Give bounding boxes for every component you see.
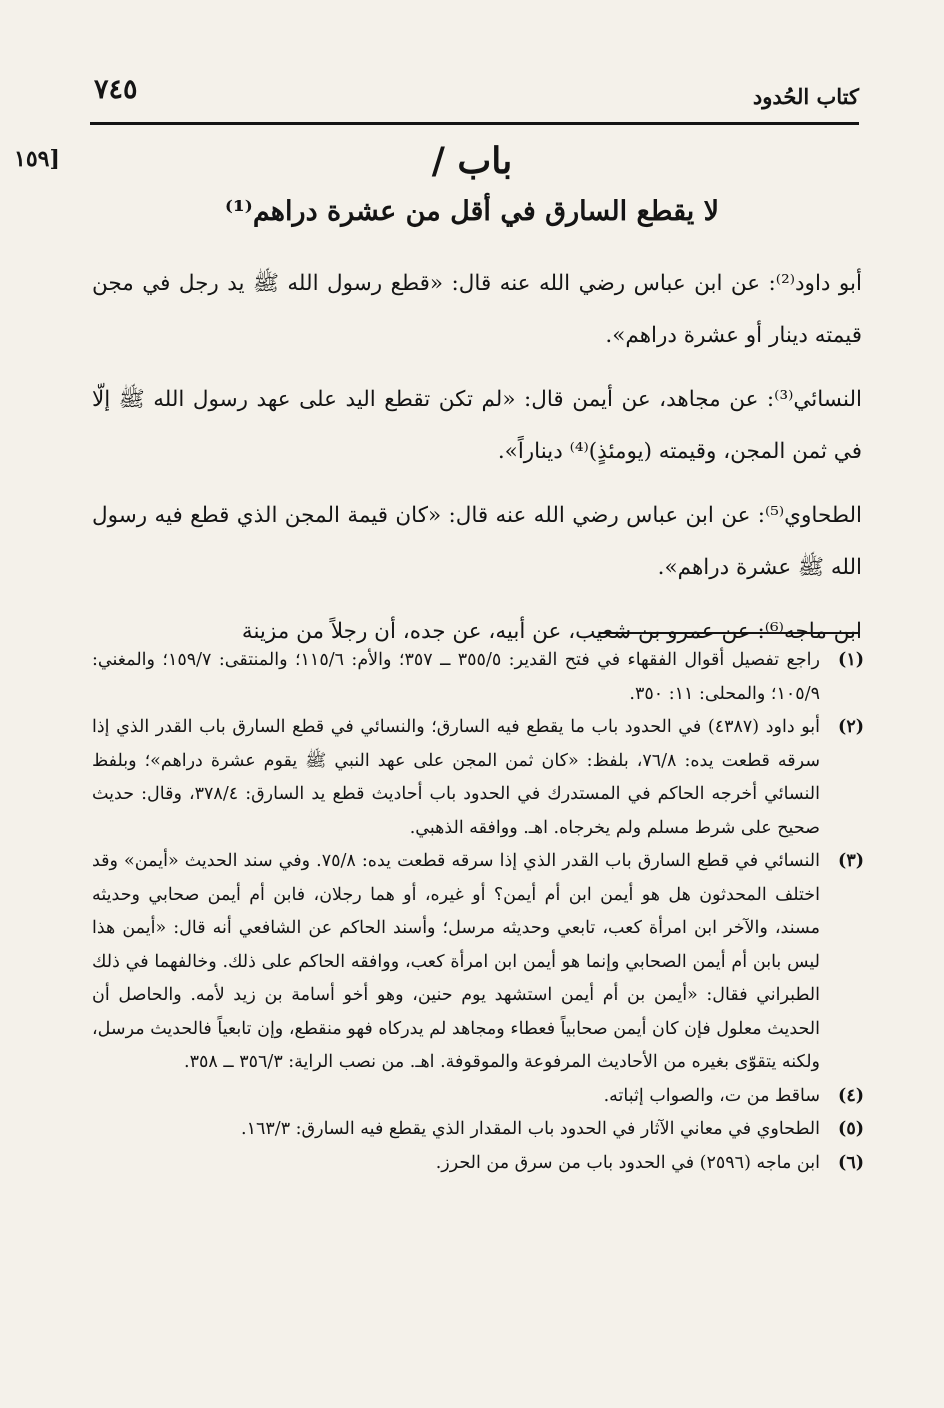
footnote-number: (١) <box>838 650 864 670</box>
footnote <box>92 845 864 1080</box>
footnote-text: راجع تفصيل أقوال الفقهاء في فتح القدير: ٣٥٥/٥ ــ ٣٥٧؛ والأم: ١١٥/٦؛ والمنتقى: ١٥٩/٧؛ والمغني: ١٠٥/٩؛ والمحلى: ١١: ٣٥٠. <box>92 650 820 704</box>
footnote-text: أبو داود (٤٣٨٧) في الحدود باب ما يقطع فيه السارق؛ والنسائي في قطع السارق باب القدر الذي إذا سرقه قطعت يده: ٧٦/٨، بلفظ: «كان ثمن المجن على عهد النبي ﷺ يقوم عشرة دراهم»؛ وبلفظ النسائي أخرجه الحاكم في المستدرك في الحدود باب أحاديث قطع يد السارق: ٣٧٨/٤، وقال: حديث صحيح على شرط مسلم ولم يخرجاه. اهـ. ووافقه الذهبي. <box>92 717 821 838</box>
footnote <box>92 1113 864 1147</box>
footnote-number: (٥) <box>838 1119 864 1139</box>
running-title: كتاب الحُدود <box>752 84 859 109</box>
footnote-text: ساقط من ت، والصواب إثباته. <box>603 1085 820 1106</box>
footnote-number: (٤) <box>838 1085 864 1106</box>
chapter-title: لا يقطع السارق في أقل من عشرة دراهم⁽¹⁾ <box>224 196 720 227</box>
footnote <box>92 1080 864 1114</box>
footnote-text: الطحاوي في معاني الآثار في الحدود باب المقدار الذي يقطع فيه السارق: ١٦٣/٣. <box>241 1119 820 1139</box>
footnote <box>92 711 864 845</box>
footnotes <box>92 644 864 1180</box>
footnote-text: النسائي في قطع السارق باب القدر الذي إذا سرقه قطعت يده: ٧٥/٨. وفي سند الحديث «أيمن» وقد اختلف المحدثون هل هو أيمن ابن أم أيمن؟ أو غيره، أو هما رجلان، فابن أم أيمن صحابي وحديثه مسند، والآخر ابن امرأة كعب، تابعي وحديثه مرسل؛ وأسند الحاكم عن الشافعي أنه قال: «أيمن هذا ليس بابن أم أيمن الصحابي وإنما هو أيمن ابن امرأة كعب، ووافقه الحاكم على ذلك. وخالفهما في ذلك الطبراني فقال: «أيمن بن أم أيمن استشهد يوم حنين، وهو أخو أسامة بن زيد لأمه. والحاصل أن الحديث معلول فإن كان أيمن صحابياً فعطاء ومجاهد لم يدركاه فهو منقطع، وإن تابعياً فالحديث مرسل، ولكنه يتقوّى بغيره من الأحاديث المرفوعة والموقوفة. اهـ. من نصب الراية: ٣٥٦/٣ ــ ٣٥٨. <box>92 851 820 1072</box>
chapter-label: باب / <box>431 140 513 182</box>
margin-reference: ١٥٩] <box>14 146 60 172</box>
page-header <box>90 70 859 126</box>
footnote-number: (٦) <box>838 1152 864 1173</box>
footnote <box>92 644 864 711</box>
footnote-number: (٢) <box>838 717 864 737</box>
paragraph-tahawi: الطحاوي⁽⁵⁾: عن ابن عباس رضي الله عنه قال: «كان قيمة المجن الذي قطع فيه رسول الله ﷺ عشرة دراهم». <box>92 503 862 580</box>
paragraph-ibn-majah: ابن ماجه⁽⁶⁾: عن عمرو بن شعيب، عن أبيه، عن جده، أن رجلاً من مزينة <box>241 619 862 644</box>
header-rule <box>90 122 859 125</box>
paragraph-abu-dawud: أبو داود⁽²⁾: عن ابن عباس رضي الله عنه قال: «قطع رسول الله ﷺ يد رجل في مجن قيمته دينار أو عشرة دراهم». <box>92 271 862 348</box>
page-number: ٧٤٥ <box>94 74 138 105</box>
main-text <box>92 258 862 670</box>
footnote-number: (٣) <box>838 851 864 871</box>
footnote-text: ابن ماجه (٢٥٩٦) في الحدود باب من سرق من الحرز. <box>435 1152 820 1173</box>
footnote <box>92 1147 864 1181</box>
paragraph-nasai: النسائي⁽³⁾: عن مجاهد، عن أيمن قال: «لم تكن تقطع اليد على عهد رسول الله ﷺ إلّا في ثمن المجن، وقيمته (يومئذٍ)⁽⁴⁾ ديناراً». <box>92 387 862 464</box>
footnote-separator <box>600 632 860 634</box>
